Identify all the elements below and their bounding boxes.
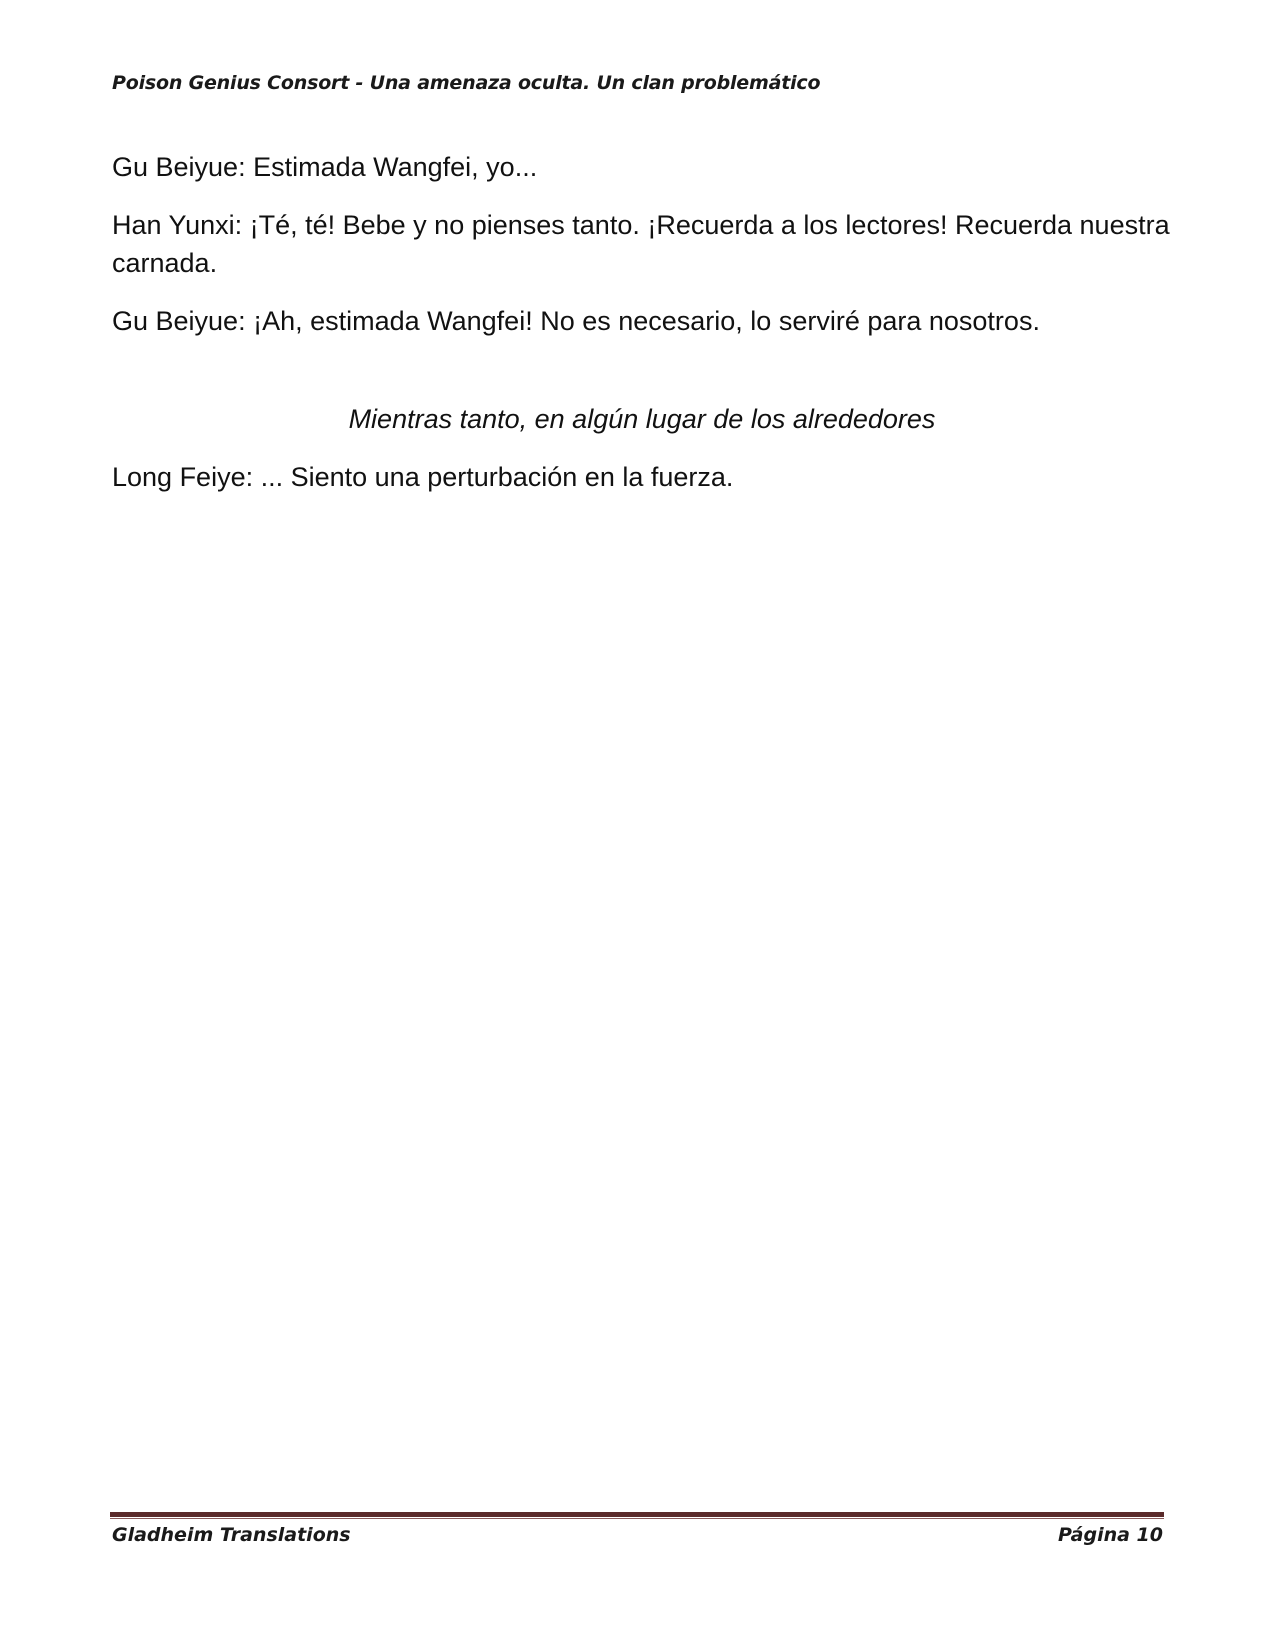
dialogue-line: Gu Beiyue: ¡Ah, estimada Wangfei! No es necesario, lo serviré para nosotros. (112, 306, 1040, 336)
footer-page-number: Página 10 (1057, 1524, 1163, 1546)
document-body (112, 148, 1172, 516)
scene-break: Mientras tanto, en algún lugar de los alrededores (348, 404, 936, 434)
footer-divider-thin (110, 1518, 1164, 1519)
footer-publisher: Gladheim Translations (112, 1524, 351, 1546)
page-header-title: Poison Genius Consort - Una amenaza oculta. Un clan problemático (112, 72, 821, 94)
dialogue-line: Gu Beiyue: Estimada Wangfei, yo... (112, 152, 538, 182)
dialogue-line: Han Yunxi: ¡Té, té! Bebe y no pienses tanto. ¡Recuerda a los lectores! Recuerda nuestra carnada. (112, 210, 1170, 278)
dialogue-line: Long Feiye: ... Siento una perturbación en la fuerza. (112, 462, 734, 492)
footer-divider-thick (110, 1512, 1164, 1517)
footer-divider (110, 1512, 1164, 1519)
